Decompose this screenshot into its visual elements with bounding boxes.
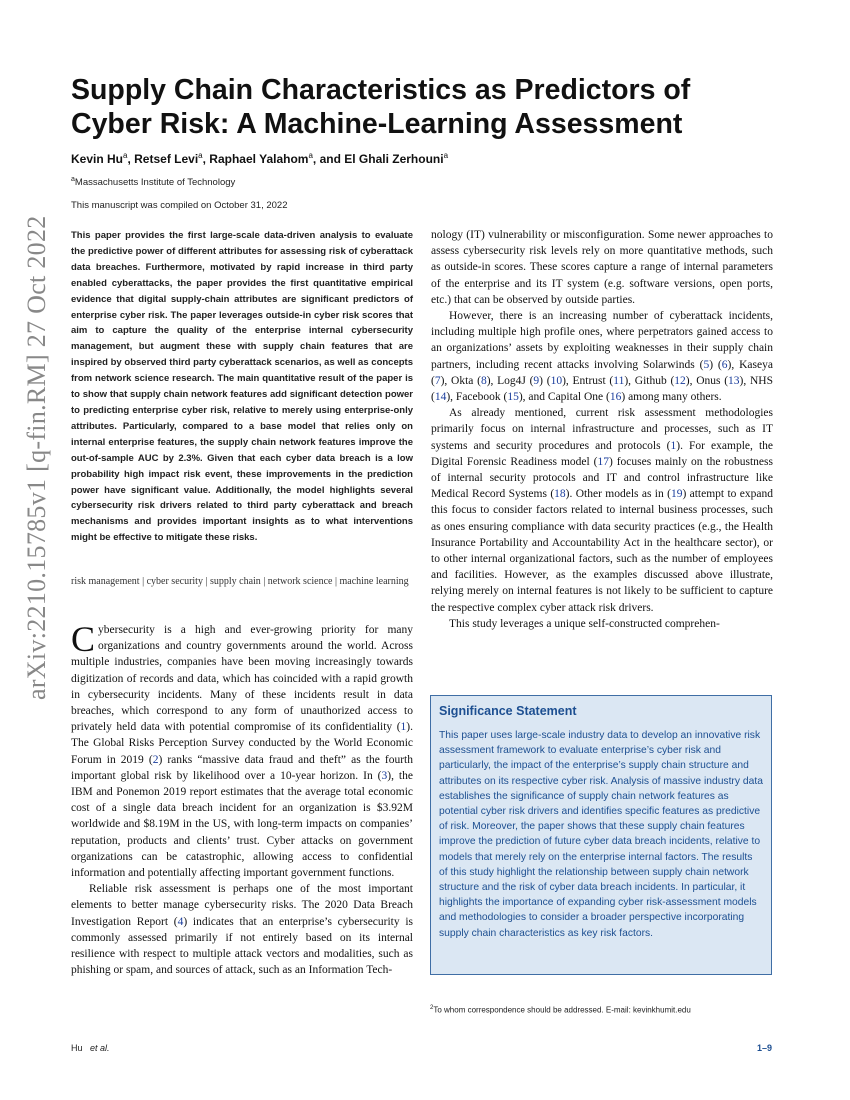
page-number: 1–9 [757,1043,773,1053]
citation-link[interactable]: 3 [381,769,388,782]
body-text: ) indicates that an enterprise’s cybersecurity is commonly assessed primarily if not entirely based on its internal resilience with respect to multiple attack vectors and modalities, such as phishing or spam, and sources of attack, such as an Information Tech- [71,915,413,977]
citation-link[interactable]: 18 [554,488,566,501]
author-name: Kevin Hu [71,152,124,166]
footnote-text: To whom correspondence should be addressed. E-mail: kevinkhumit.edu [433,1005,691,1015]
citation-link[interactable]: 19 [670,488,683,501]
author-separator: , [202,152,210,166]
footer-etal: et al. [90,1043,110,1053]
body-text: ), NHS ( [431,374,773,404]
body-text: However, there is an increasing number of cyberattack incidents, including multiple high profile ones, where perpetrators gained access to an organizations’ assets by exploiting weaknesses in their supply chain partners, including recent attacks involving Solarwinds ( [431,310,773,371]
body-text: ). The Global Risks Perception Survey conducted by the World Economic Forum in 2019 ( [71,721,413,766]
citation-link[interactable]: 17 [597,455,609,468]
citation-link[interactable]: 16 [609,391,622,404]
significance-statement-box [430,695,772,975]
author-separator: , and [312,152,345,166]
body-text: ), Entrust ( [562,374,614,387]
author-name: El Ghali Zerhouni [344,152,444,166]
citation-link[interactable]: 15 [507,391,519,404]
affiliation-mark: a [71,176,75,183]
intro-paragraph-2 [71,881,413,978]
abstract: This paper provides the first large-scale data-driven analysis to evaluate the predictive power of different attributes for assessing risk of cyberattack data breaches. Furthermore, motivated by rapid increase in third party enabled cyberattacks, the paper provides the first quantitative empirical evidence that digital supply-chain attributes are significant predictors of enterprise cyber risk. The paper leverages outside-in cyber risk scores that aim to capture the quality of the enterprise internal cybersecurity management, but augment these with supply chain features that are inspired by observed third party cyberattack scenarios, as well as concepts from network science research. The main quantitative result of the paper is to show that supply chain network features add significant detection power to predicting enterprise cyber risk, relative to merely using enterprise-only attributes. Particularly, compared to a base model that relies only on internal enterprise features, the supply chain network features improve the out-of-sample AUC by 2.3%. Given that each cyber data breach is a low probability high impact risk event, these improvements in the prediction power have significant value. Additionally, the model highlights several cybersecurity risk drivers related to third party cyberattack and breach mechanisms and provides important insights as to what interventions might be effective to mitigate these risks. [71,230,413,544]
author-list [71,151,771,166]
body-text: ), Okta ( [440,374,481,387]
affiliation [71,176,235,188]
correspondence-footnote [430,1005,691,1015]
body-text: ), Github ( [624,374,675,387]
body-text: ). Other models as in ( [565,488,671,501]
author-name: Retsef Levi [134,152,199,166]
body-text: ), Log4J ( [486,374,534,387]
author-name: Raphael Yalahom [209,152,309,166]
author-separator: , [127,152,135,166]
footnote-mark: 2 [430,1005,434,1011]
author-affil-mark: a [308,151,313,160]
compiled-date: This manuscript was compiled on October 31, 2022 [71,200,288,211]
body-text: ) ( [709,358,722,371]
affiliation-text: Massachusetts Institute of Technology [74,177,236,189]
citation-link[interactable]: 8 [480,374,487,387]
body-text: ) attempt to expand this focus to consider factors related to internal business processes, such as ones ensuring compliance with data security practices (e.g., the Health Insurance Portability and Accountability Act in the healthcare sector), or to other internal organizational factors, such as the number of employees and facilities. However, as the examples discussed above illustrate, relying merely on internal features is not likely to be sufficient to capture the respective complex cyber attack risk drivers. [431,488,773,614]
body-text: ) ranks “massive data fraud and theft” as the fourth important global risk by likelihood over a 10-year horizon. In ( [71,753,413,782]
body-paragraph-3 [431,405,773,616]
body-text: ) among many others. [621,391,722,404]
author-affil-mark: a [443,151,449,160]
citation-link[interactable]: 1 [400,721,407,734]
footer-authors [71,1043,110,1053]
body-left-column [71,619,413,978]
significance-title: Significance Statement [439,704,577,718]
citation-link[interactable]: 4 [177,915,184,928]
citation-link[interactable]: 5 [703,358,710,371]
body-text: ). For example, the Digital Forensic Readiness model ( [431,439,773,468]
body-text: ), the IBM and Ponemon 2019 report estimates that the average total economic cost of a single data breach incident for an organization is $3.92M worldwide and $8.19M in the US, with long-term impacts on companies’ reputation, products and clients’ trust. Cyber attacks on government organizations can be catastrophic, allowing access to confidential information and potentially affecting important government functions. [71,769,413,880]
citation-link[interactable]: 2 [152,753,159,766]
body-text: ) ( [539,374,551,387]
body-text: ), Onus ( [685,374,729,387]
citation-link[interactable]: 10 [550,374,563,387]
citation-link[interactable]: 6 [721,358,728,371]
significance-text: This paper uses large-scale industry data to develop an innovative risk assessment framework to evaluate enterprise’s cyber risk and particularly, the impact of the enterprise’s supply chain structure and attributes on its respective cyber risk. Analysis of massive industry data establishes the significance of supply chain network features as potential cyber risk drivers and identifies specific features as predictive of risk. Moreover, the paper shows that these supply chain features improve the prediction of future cyber data breach incidents, relative to models that merely rely on the enterprise internal factors. The results of this study highlight the relationship between supply chain network structure and the risk of cyber data breach incidents. In particular, it highlights the importance of expanding cyber risk-assessment models and methodologies to consider a broader perspective incorporating supply chain characteristics as key risk factors. [439,730,763,939]
citation-link[interactable]: 7 [434,374,441,387]
citation-link[interactable]: 11 [613,374,625,387]
body-text: ), and Capital One ( [518,391,610,404]
body-text: ), Kaseya ( [431,358,773,387]
intro-paragraph-1 [71,619,413,881]
arxiv-identifier[interactable]: arXiv:2210.15785v1 [q-fin.RM] 27 Oct 2022 [22,215,51,700]
body-paragraph-1: nology (IT) vulnerability or misconfiguration. Some newer approaches to assess cybersecurity risk levels rely on more quantitative methods, such as outside-in scores. These scores capture a range of internal parameters of the enterprise and its IT system (e.g. software versions, open ports, etc.) that can be observed by outside parties. [431,229,773,306]
citation-link[interactable]: 9 [533,374,540,387]
author-affil-mark: a [198,151,203,160]
body-text: ) focuses mainly on the robustness of internal security protocols and IT and control infrastructure like Medical Record Systems ( [431,455,773,501]
keywords: risk management | cyber security | supply chain | network science | machine learning [71,576,409,587]
drop-cap: C [71,619,96,659]
citation-link[interactable]: 12 [674,374,686,387]
body-text: ), Facebook ( [446,391,508,404]
citation-link[interactable]: 1 [670,439,677,452]
citation-link[interactable]: 13 [728,374,740,387]
citation-link[interactable]: 14 [434,391,447,404]
author-affil-mark: a [123,151,128,160]
footer-author-name: Hu [71,1043,83,1053]
body-paragraph-4: This study leverages a unique self-constructed comprehen- [449,617,720,630]
body-paragraph-2 [431,308,773,405]
body-text: ybersecurity is a high and ever-growing priority for many organizations and country governments around the world. Across multiple industries, companies have been moving increasingly towards digitization of records and data, which has coincided with a rapid growth in cybersecurity incidents. Many of these incidents result in data breaches, which correspond to any form of unauthorized access to privately held data with potential compromise of its confidentiality ( [71,624,413,734]
body-text: As already mentioned, current risk assessment methodologies primarily focus on internal infrastructure and processes, such as IT systems and security procedures and protocols ( [431,407,773,452]
body-text: Reliable risk assessment is perhaps one of the most important elements to better manage cybersecurity risks. The 2020 Data Breach Investigation Report ( [71,883,413,928]
paper-title: Supply Chain Characteristics as Predictors of Cyber Risk: A Machine-Learning Assessment [71,74,691,140]
body-right-column [431,227,773,632]
